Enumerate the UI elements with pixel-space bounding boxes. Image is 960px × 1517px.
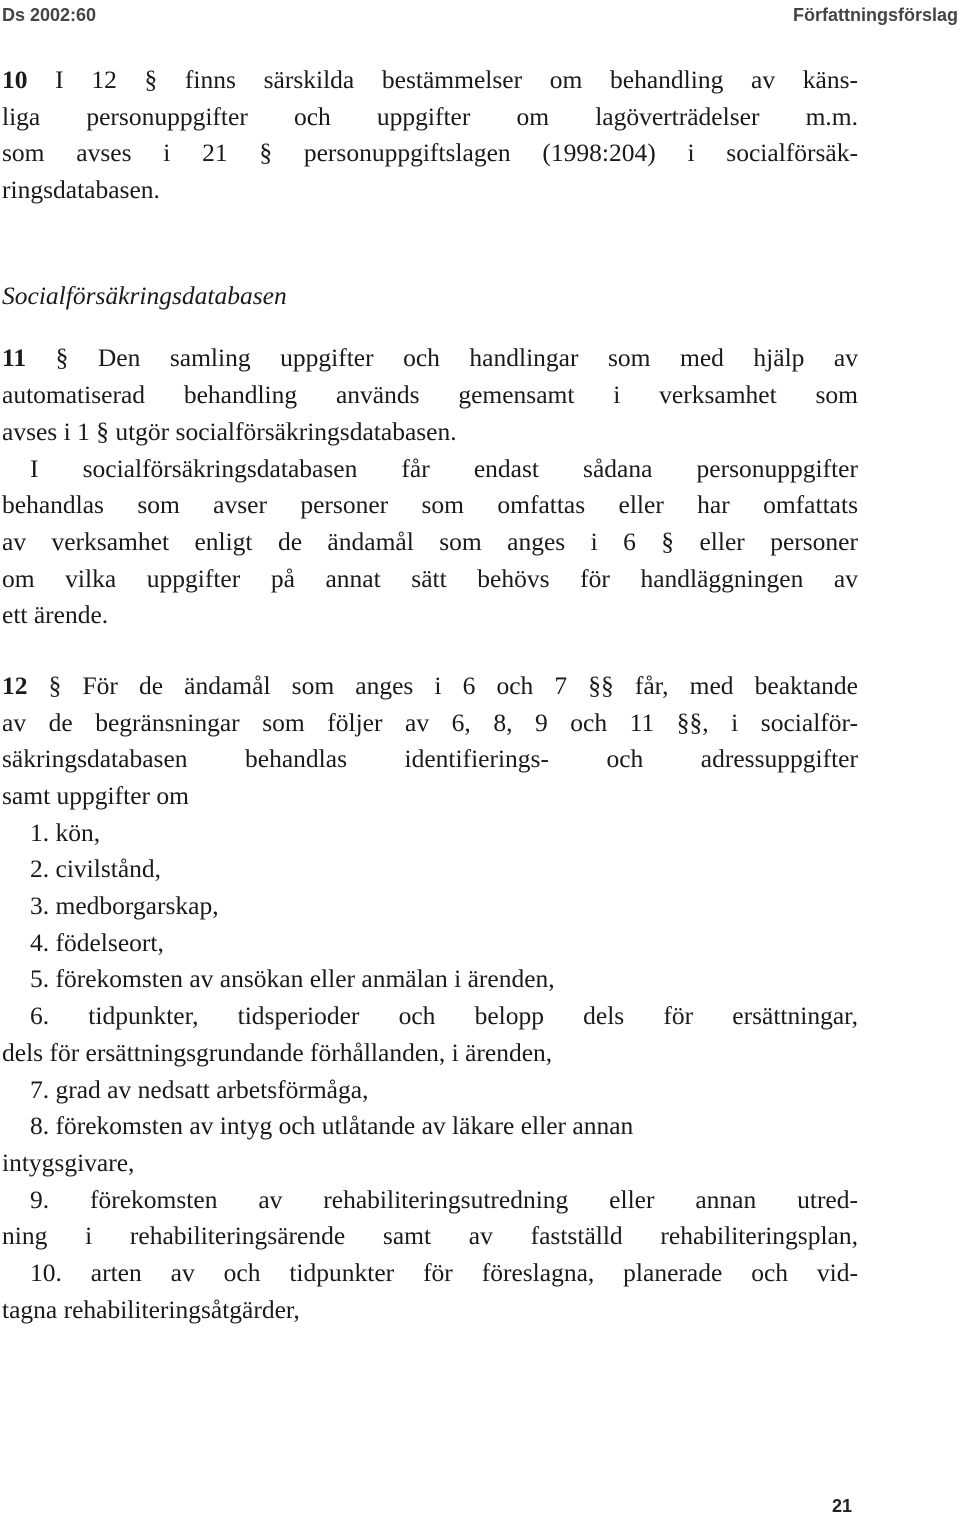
list-item: 5. förekomsten av ansökan eller anmälan i ärenden, <box>30 964 555 994</box>
paragraph-line: behandlas som avser personer som omfattas eller har omfattats <box>2 490 858 520</box>
page-header <box>0 0 960 30</box>
paragraph-line: 11 § Den samling uppgifter och handlingar som med hjälp av <box>2 343 858 373</box>
list-item-continuation: dels för ersättningsgrundande förhållanden, i ärenden, <box>2 1037 553 1067</box>
paragraph-line: 10 I 12 § finns särskilda bestämmelser om behandling av käns- <box>2 65 858 94</box>
paragraph-line: ringsdatabasen. <box>2 175 160 205</box>
paragraph-line: samt uppgifter om <box>2 781 189 810</box>
paragraph-10 <box>2 62 858 209</box>
paragraph-line: automatiserad behandling används gemensamt i verksamhet som <box>2 380 858 410</box>
list-item: 8. förekomsten av intyg och utlåtande av läkare eller annan <box>30 1111 634 1141</box>
paragraph-line: liga personuppgifter och uppgifter om lagöverträdelser m.m. <box>2 101 858 131</box>
paragraph-line: 12 § För de ändamål som anges i 6 och 7 §§ får, med beaktande <box>2 670 858 700</box>
paragraph-line: av verksamhet enligt de ändamål som anges i 6 § eller personer <box>2 526 858 556</box>
paragraph-12 <box>2 668 858 1328</box>
list-item: 2. civilstånd, <box>30 854 162 884</box>
list-item: 4. födelseort, <box>30 927 164 957</box>
paragraph-line: om vilka uppgifter på annat sätt behövs för handläggningen av <box>2 563 858 593</box>
paragraph-11 <box>2 340 858 634</box>
list-item: 6. tidpunkter, tidsperioder och belopp dels för ersättningar, <box>30 1001 858 1031</box>
section-heading: Socialförsäkringsdatabasen <box>2 280 287 310</box>
paragraph-number: 10 <box>2 65 28 94</box>
page-number: 21 <box>831 1496 852 1516</box>
paragraph-line: ett ärende. <box>2 600 109 630</box>
paragraph-line: som avses i 21 § personuppgiftslagen (1998:204) i socialförsäk- <box>2 138 858 168</box>
section-title: Författningsförslag <box>793 5 958 25</box>
paragraph-number: 11 <box>2 343 27 373</box>
list-item-continuation: ning i rehabiliteringsärende samt av fastställd rehabiliteringsplan, <box>2 1221 858 1251</box>
document-body <box>2 62 858 1328</box>
list-item: 10. arten av och tidpunkter för föreslagna, planerade och vid- <box>30 1257 858 1287</box>
list-item: 9. förekomsten av rehabiliteringsutredning eller annan utred- <box>30 1184 858 1214</box>
list-item: 7. grad av nedsatt arbetsförmåga, <box>30 1074 369 1104</box>
paragraph-number: 12 <box>2 670 28 700</box>
paragraph-line: I socialförsäkringsdatabasen får endast sådana personuppgifter <box>30 453 858 483</box>
list-item-continuation: intygsgivare, <box>2 1147 135 1177</box>
paragraph-line: av de begränsningar som följer av 6, 8, 9 och 11 §§, i socialför- <box>2 707 858 737</box>
list-item-continuation: tagna rehabiliteringsåtgärder, <box>2 1294 300 1324</box>
paragraph-line: säkringsdatabasen behandlas identifierings- och adressuppgifter <box>2 744 858 774</box>
document-reference: Ds 2002:60 <box>2 5 97 25</box>
paragraph-line: avses i 1 § utgör socialförsäkringsdatabasen. <box>2 416 457 446</box>
list-item: 1. kön, <box>30 817 101 847</box>
list-item: 3. medborgarskap, <box>30 891 219 921</box>
